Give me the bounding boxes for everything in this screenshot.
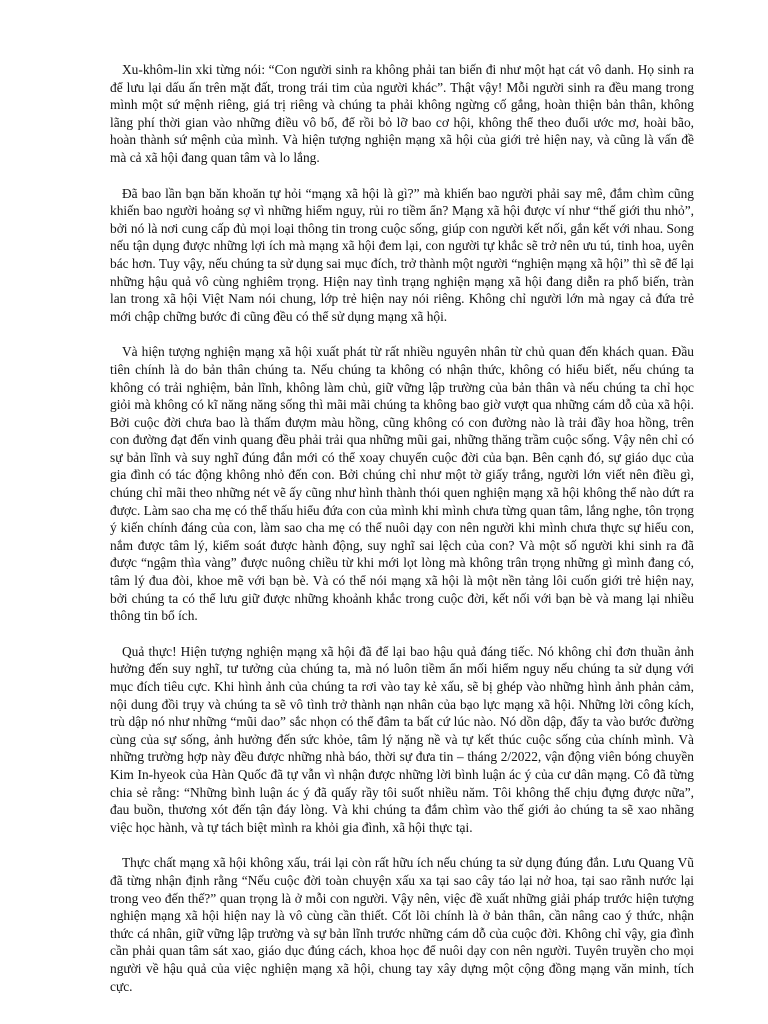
document-page — [110, 61, 694, 1013]
paragraph-definition: Đã bao lần bạn băn khoăn tự hỏi “mạng xã hội là gì?” mà khiến bao người phải say mê, đắm chìm cũng khiến bao người hoảng sợ vì những hiểm nguy, rủi ro tiềm ẩn? Mạng xã hội được ví như “thế giới thu nhỏ”, bởi nó là nơi cung cấp đủ mọi loại thông tin trong cuộc sống, giúp con người kết nối, gắn kết với nhau. Song nếu tận dụng được những lợi ích mà mạng xã hội đem lại, con người tự khắc sẽ trở nên ưu tú, tinh hoa, uyên bác hơn. Tuy vậy, nếu chúng ta sử dụng sai mục đích, trở thành một người “nghiện mạng xã hội” thì sẽ để lại những hậu quả vô cùng nghiêm trọng. Hiện nay tình trạng nghiện mạng xã hội đang diễn ra phổ biến, tràn lan trong xã hội Việt Nam nói chung, lớp trẻ hiện nay nói riêng. Không chỉ người lớn mà ngay cả đứa trẻ mới chập chững bước đi cũng đều có thể sử dụng mạng xã hội. — [110, 185, 694, 324]
paragraph-solutions: Thực chất mạng xã hội không xấu, trái lại còn rất hữu ích nếu chúng ta sử dụng đúng đắn. Lưu Quang Vũ đã từng nhận định rằng “Nếu cuộc đời toàn chuyện xấu xa tại sao cây táo lại nở hoa, tại sao rãnh nước lại trong veo đến thế?” quan trọng là ở mỗi con người. Vậy nên, việc đề xuất những giải pháp trước hiện tượng nghiện mạng xã hội hiện nay là vô cùng cần thiết. Cốt lõi chính là ở bản thân, cần nâng cao ý thức, nhận thức cá nhân, giữ vững lập trường và sự bản lĩnh trước những cám dỗ của cuộc đời. Không chỉ vậy, gia đình cần phải quan tâm sát xao, giáo dục đúng cách, khoa học để nuôi dạy con nên người. Tuyên truyền cho mọi người về hậu quả của việc nghiện mạng xã hội, chung tay xây dựng một cộng đồng mạng văn minh, tích cực. — [110, 855, 694, 994]
paragraph-causes: Và hiện tượng nghiện mạng xã hội xuất phát từ rất nhiều nguyên nhân từ chủ quan đến khách quan. Đầu tiên chính là do bản thân chúng ta. Nếu chúng ta không có nhận thức, không có hiểu biết, nếu chúng ta không có trải nghiệm, bản lĩnh, không làm chủ, giữ vững lập trường của bản thân và nếu chúng ta chỉ học giỏi mà không có kĩ năng năng sống thì mãi mãi chúng ta không bao giờ vượt qua những cám dỗ của xã hội. Bởi cuộc đời chưa bao là thấm đượm màu hồng, cũng không có con đường nào là trải đầy hoa hồng, trên con đường đạt đến vinh quang đều phải trải qua những mũi gai, những thăng trầm cuộc sống. Vậy nên chỉ có sự bản lĩnh và suy nghĩ đúng đắn mới có thể xoay chuyển cuộc đời của bạn. Bên cạnh đó, sự giáo dục của gia đình có tác động không nhỏ đến con. Bởi chúng chỉ như một tờ giấy trắng, người lớn viết nên điều gì, chúng chỉ mãi theo những nét vẽ ấy cũng như hình thành thói quen nghiện mạng xã hội không thể nào dứt ra được. Làm sao cha mẹ có thể thấu hiểu đứa con của mình khi mình chưa từng quan tâm, lắng nghe, tôn trọng ý kiến chính đáng của con, làm sao cha mẹ có thể nuôi dạy con nên người khi mình chưa thực sự hiểu con, nắm được tâm lý, kiểm soát được hành động, suy nghĩ sai lệch của con? Và một số người khi sinh ra đã được “ngậm thìa vàng” được nuông chiều từ khi mới lọt lòng mà không trân trọng những gì mình đang có, tâm lý đua đòi, khoe mẽ với bạn bè. Và có thể nói mạng xã hội là một nền tảng lôi cuốn giới trẻ hiện nay, bởi chúng ta có thể lưu giữ được những khoảnh khắc trong cuộc đời, kết nối với bạn bè và mang lại nhiều thông tin bổ ích. — [110, 344, 694, 624]
paragraph-consequences: Quả thực! Hiện tượng nghiện mạng xã hội đã để lại bao hậu quả đáng tiếc. Nó không chỉ đơn thuần ảnh hưởng đến suy nghĩ, tư tưởng của chúng ta, mà nó luôn tiềm ẩn mối hiểm nguy nếu chúng ta sử dụng với mục đích tiêu cực. Khi hình ảnh của chúng ta rơi vào tay kẻ xấu, sẽ bị ghép vào những hình ảnh phản cảm, nội dung đồi trụy và chúng ta sẽ vô tình trở thành nạn nhân của bạo lực mạng xã hội. Những lời công kích, trù dập nó như những “mũi dao” sắc nhọn có thể đâm ta bất cứ lúc nào. Nó dồn dập, đẩy ta vào bước đường cùng của sự sống, ảnh hưởng đến sức khỏe, tâm lý nặng nề và tự kết thúc cuộc sống của chính mình. Và những trường hợp này đều được những nhà báo, thời sự đưa tin – tháng 2/2022, vận động viên bóng chuyền Kim In-hyeok của Hàn Quốc đã tự vẫn vì nhận được những lời bình luận ác ý của cư dân mạng. Cô đã từng chia sẻ rằng: “Những bình luận ác ý đã quấy rầy tôi suốt nhiều năm. Tôi không thể chịu đựng được nữa”, đau buồn, thương xót đến tận đáy lòng. Và khi chúng ta đắm chìm vào thế giới ảo chúng ta sẽ xao nhãng việc học hành, và tự tách biệt mình ra khỏi gia đình, xã hội thực tại. — [110, 643, 694, 835]
paragraph-intro: Xu-khôm-lin xki từng nói: “Con người sinh ra không phải tan biến đi như một hạt cát vô danh. Họ sinh ra để lưu lại dấu ấn trên mặt đất, trong trái tim của người khác”. Thật vậy! Mỗi người sinh ra đều mang trong mình một sứ mệnh riêng, giá trị riêng và chúng ta phải không ngừng cố gắng, hoàn thiện bản thân, không lãng phí thời gian vào những điều vô bổ, để rồi bỏ lỡ bao cơ hội, không thể theo đuổi ước mơ, hoài bão, hoàn thành sứ mệnh của mình. Và hiện tượng nghiện mạng xã hội của giới trẻ hiện nay, và cũng là vấn đề mà cả xã hội đang quan tâm và lo lắng. — [110, 62, 694, 165]
